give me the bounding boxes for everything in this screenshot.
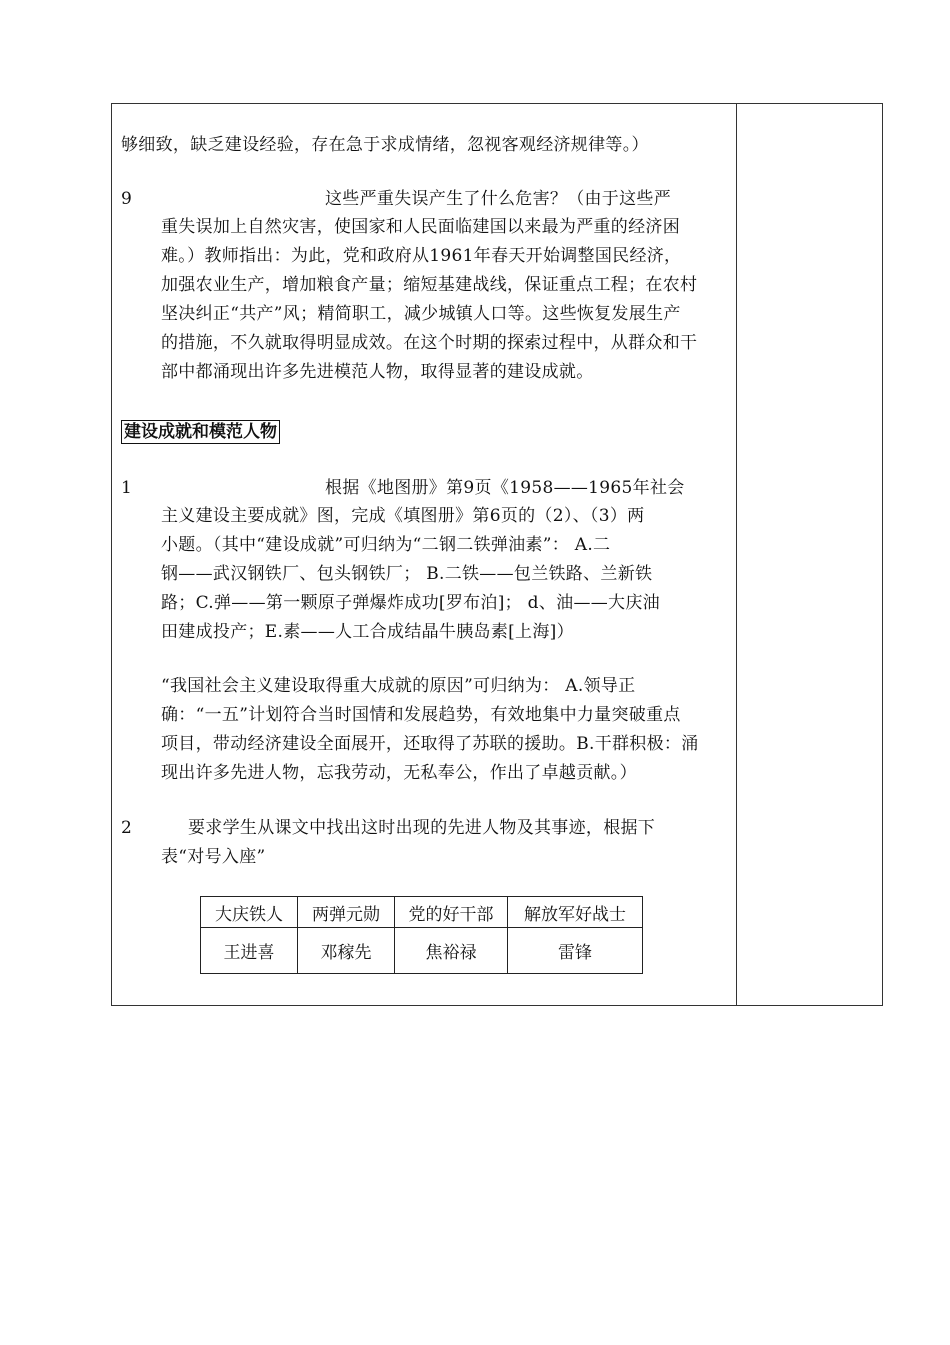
text-line: 表“对号入座” <box>161 847 266 867</box>
text-line: 重失误加上自然灾害，使国家和人民面临建国以来最为严重的经济困 <box>161 217 680 237</box>
text-line: 的措施，不久就取得明显成效。在这个时期的探索过程中，从群众和干 <box>161 333 698 353</box>
text-line: 够细致，缺乏建设经验，存在急于求成情绪，忽视客观经济规律等。） <box>121 135 649 155</box>
table-cell: 雷锋 <box>508 928 643 974</box>
text-line: 田建成投产；E.素——人工合成结晶牛胰岛素[上海]） <box>161 622 574 642</box>
text-line: 根据《地图册》第9页《1958——1965年社会 <box>325 478 685 498</box>
text-line: 现出许多先进人物，忘我劳动，无私奉公，作出了卓越贡献。） <box>161 763 637 783</box>
text-line: 部中都涌现出许多先进模范人物，取得显著的建设成就。 <box>161 362 594 382</box>
text-line: 加强农业生产，增加粮食产量；缩短基建战线，保证重点工程；在农村 <box>161 275 698 295</box>
text-line: “我国社会主义建设取得重大成就的原因”可归纳为： A.领导正 <box>161 676 636 696</box>
item-number: 9 <box>121 189 132 209</box>
text-line: 确：“一五”计划符合当时国情和发展趋势，有效地集中力量突破重点 <box>161 705 681 725</box>
text-line: 难。）教师指出：为此，党和政府从1961年春天开始调整国民经济， <box>161 246 682 266</box>
table-cell: 邓稼先 <box>298 928 395 974</box>
text-line: 要求学生从课文中找出这时出现的先进人物及其事迹，根据下 <box>188 818 656 838</box>
table-cell: 焦裕禄 <box>395 928 508 974</box>
text-line: 路；C.弹——第一颗原子弹爆炸成功[罗布泊]； d、油——大庆油 <box>161 593 660 613</box>
table-cell: 王进喜 <box>201 928 298 974</box>
table-header-cell: 解放军好战士 <box>508 897 643 928</box>
heroes-table <box>200 896 643 974</box>
item-number: 2 <box>121 818 132 838</box>
text-line: 这些严重失误产生了什么危害？（由于这些严 <box>325 189 671 209</box>
table-header-row <box>201 897 643 928</box>
text-line: 主义建设主要成就》图，完成《填图册》第6页的（2）、（3）两 <box>161 506 645 526</box>
table-row <box>201 928 643 974</box>
text-line: 坚决纠正“共产”风；精简职工，减少城镇人口等。这些恢复发展生产 <box>161 304 681 324</box>
text-line: 小题。（其中“建设成就”可归纳为“二钢二铁弹油素”： A.二 <box>161 535 611 555</box>
column-divider <box>736 103 737 1006</box>
text-line: 钢——武汉钢铁厂、包头钢铁厂； B.二铁——包兰铁路、兰新铁 <box>161 564 653 584</box>
section-heading: 建设成就和模范人物 <box>121 420 280 444</box>
table-header-cell: 党的好干部 <box>395 897 508 928</box>
table-header-cell: 两弹元勋 <box>298 897 395 928</box>
table-header-cell: 大庆铁人 <box>201 897 298 928</box>
text-line: 项目，带动经济建设全面展开，还取得了苏联的援助。B.干群积极：涌 <box>161 734 699 754</box>
item-number: 1 <box>121 478 132 498</box>
